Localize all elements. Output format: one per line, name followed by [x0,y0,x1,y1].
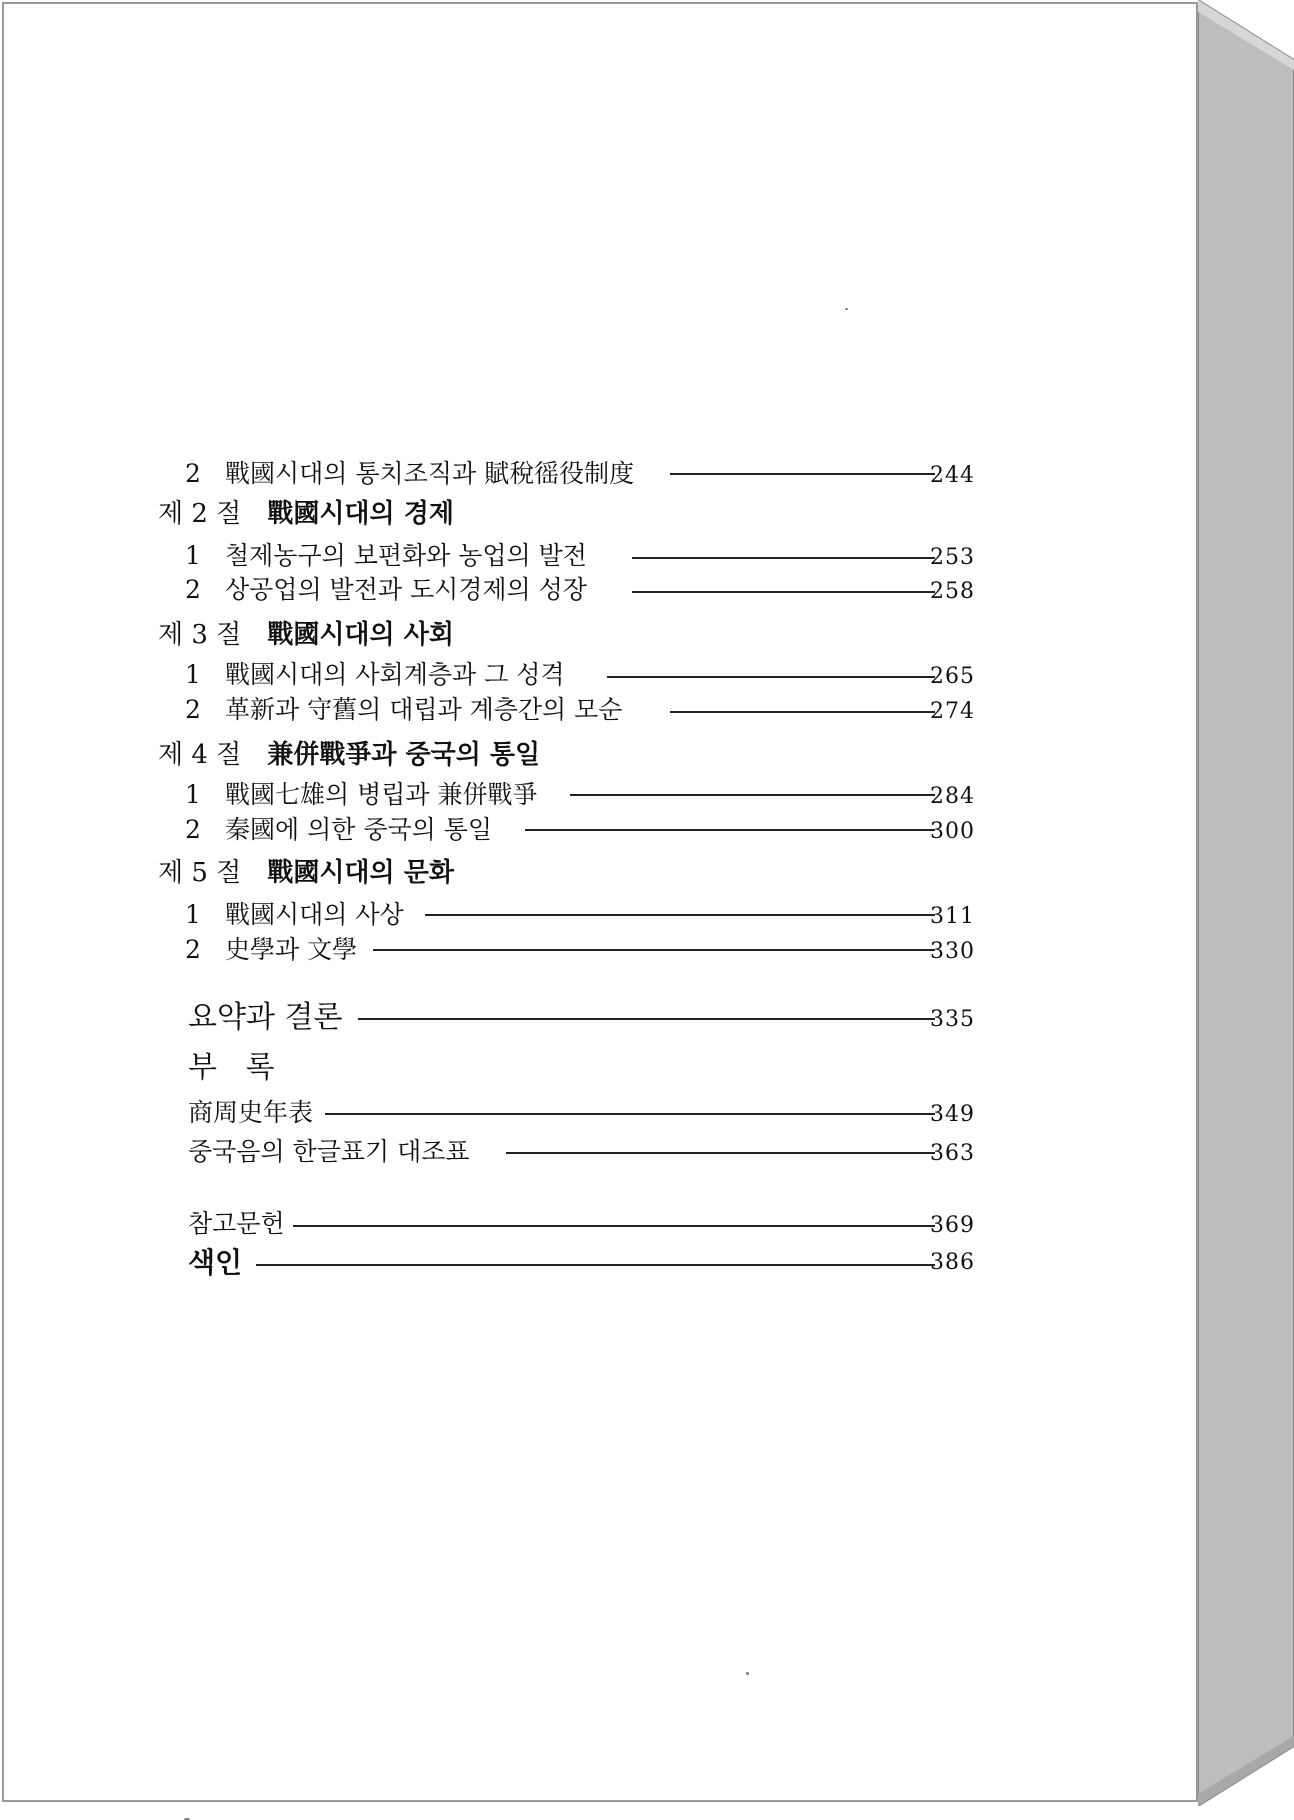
toc-entry-title [185,538,587,574]
section-heading [158,496,454,532]
toc-section-4[interactable] [158,737,858,773]
section-title: 戰國시대의 경제 [267,499,454,529]
speck-3 [746,1672,749,1675]
toc-entry-title [185,812,492,848]
toc-entry-284[interactable] [185,777,975,813]
toc-entry-title: 요약과 결론 [188,1000,343,1035]
dot-leader [670,711,935,713]
page-number: 330 [930,939,975,964]
toc-entry-title: 중국음의 한글표기 대조표 [188,1137,470,1166]
section-label: 제 5 절 [158,858,242,888]
dot-leader [632,591,935,593]
section-title: 兼併戰爭과 중국의 통일 [267,740,541,770]
section-title: 戰國시대의 사회 [267,620,454,650]
dot-leader [358,1018,935,1020]
section-label: 제 4 절 [158,740,242,770]
toc-entry-title [185,657,565,693]
entry-number: 2 [185,575,201,604]
toc-section-5[interactable] [158,855,858,891]
toc-entry-title: 색인 [188,1246,243,1279]
toc-entry-253[interactable] [185,538,975,574]
toc-entry-title [185,932,357,968]
toc-entry-335[interactable] [188,1000,975,1036]
toc-section-2[interactable] [158,496,858,532]
entry-number: 1 [185,541,201,570]
dot-leader [525,829,935,831]
entry-number: 2 [185,815,201,844]
entry-number: 2 [185,935,201,964]
page-number: 386 [930,1250,975,1275]
page-number: 363 [930,1141,975,1166]
page-number: 253 [930,545,975,570]
dot-leader [425,914,935,916]
toc-entry-title: 商周史年表 [188,1098,314,1127]
entry-title-text: 戰國시대의 통치조직과 賦稅徭役制度 [225,459,635,488]
toc-entry-386[interactable] [188,1245,975,1281]
entry-title-text: 상공업의 발전과 도시경제의 성장 [225,575,587,604]
section-heading [158,855,454,891]
toc-entry-300[interactable] [185,812,975,848]
toc-entry-265[interactable] [185,657,975,693]
entry-title-text: 戰國七雄의 병립과 兼併戰爭 [225,780,538,809]
entry-number: 2 [185,695,201,724]
page-number: 284 [930,784,975,809]
toc-entry-330[interactable] [185,932,975,968]
dot-leader [632,557,935,559]
dot-leader [293,1225,935,1227]
entry-title-text: 革新과 守舊의 대립과 계층간의 모순 [225,695,623,724]
section-label: 제 3 절 [158,620,242,650]
toc-entry-311[interactable] [185,897,975,933]
entry-title-text: 戰國시대의 사상 [225,900,404,929]
page-number: 369 [930,1213,975,1238]
toc-entry-274[interactable] [185,692,975,728]
dot-leader [506,1152,935,1154]
toc-entry-title [185,777,538,813]
dot-leader [570,794,935,796]
dot-leader [325,1113,935,1115]
appendix-heading: 부 록 [188,1050,275,1085]
speck-1 [845,308,848,310]
entry-title-text: 戰國시대의 사회계층과 그 성격 [225,660,565,689]
entry-number: 1 [185,900,201,929]
entry-title-text: 秦國에 의한 중국의 통일 [225,815,493,844]
toc-entry-349[interactable] [188,1095,975,1131]
section-heading [158,617,454,653]
entry-number: 2 [185,459,201,488]
toc-entry-title [185,897,404,933]
page-number: 274 [930,699,975,724]
entry-title-text: 철제농구의 보편화와 농업의 발전 [225,541,587,570]
page-number: 244 [930,463,975,488]
section-label: 제 2 절 [158,499,242,529]
entry-title-text: 史學과 文學 [225,935,358,964]
page-number: 258 [930,579,975,604]
toc-entry-369[interactable] [188,1206,975,1242]
section-heading [158,737,540,773]
entry-number: 1 [185,660,201,689]
page-number: 349 [930,1102,975,1127]
page-number: 335 [930,1007,975,1032]
dot-leader [256,1264,935,1266]
page-number: 300 [930,819,975,844]
page-number: 265 [930,664,975,689]
toc-entry-244[interactable] [185,456,975,492]
book-side-edge [1198,0,1294,1806]
dot-leader [670,473,935,475]
toc-entry-363[interactable] [188,1134,975,1170]
toc-entry-title [185,692,622,728]
section-title: 戰國시대의 문화 [267,858,454,888]
page-number: 311 [930,904,975,929]
toc-entry-258[interactable] [185,572,975,608]
toc-entry-title [185,456,634,492]
dot-leader [607,676,935,678]
toc-entry-title [185,572,587,608]
toc-appendix-heading[interactable] [188,1050,488,1086]
entry-number: 1 [185,780,201,809]
toc-section-3[interactable] [158,617,858,653]
dot-leader [373,949,935,951]
toc-entry-title: 참고문헌 [188,1209,285,1238]
